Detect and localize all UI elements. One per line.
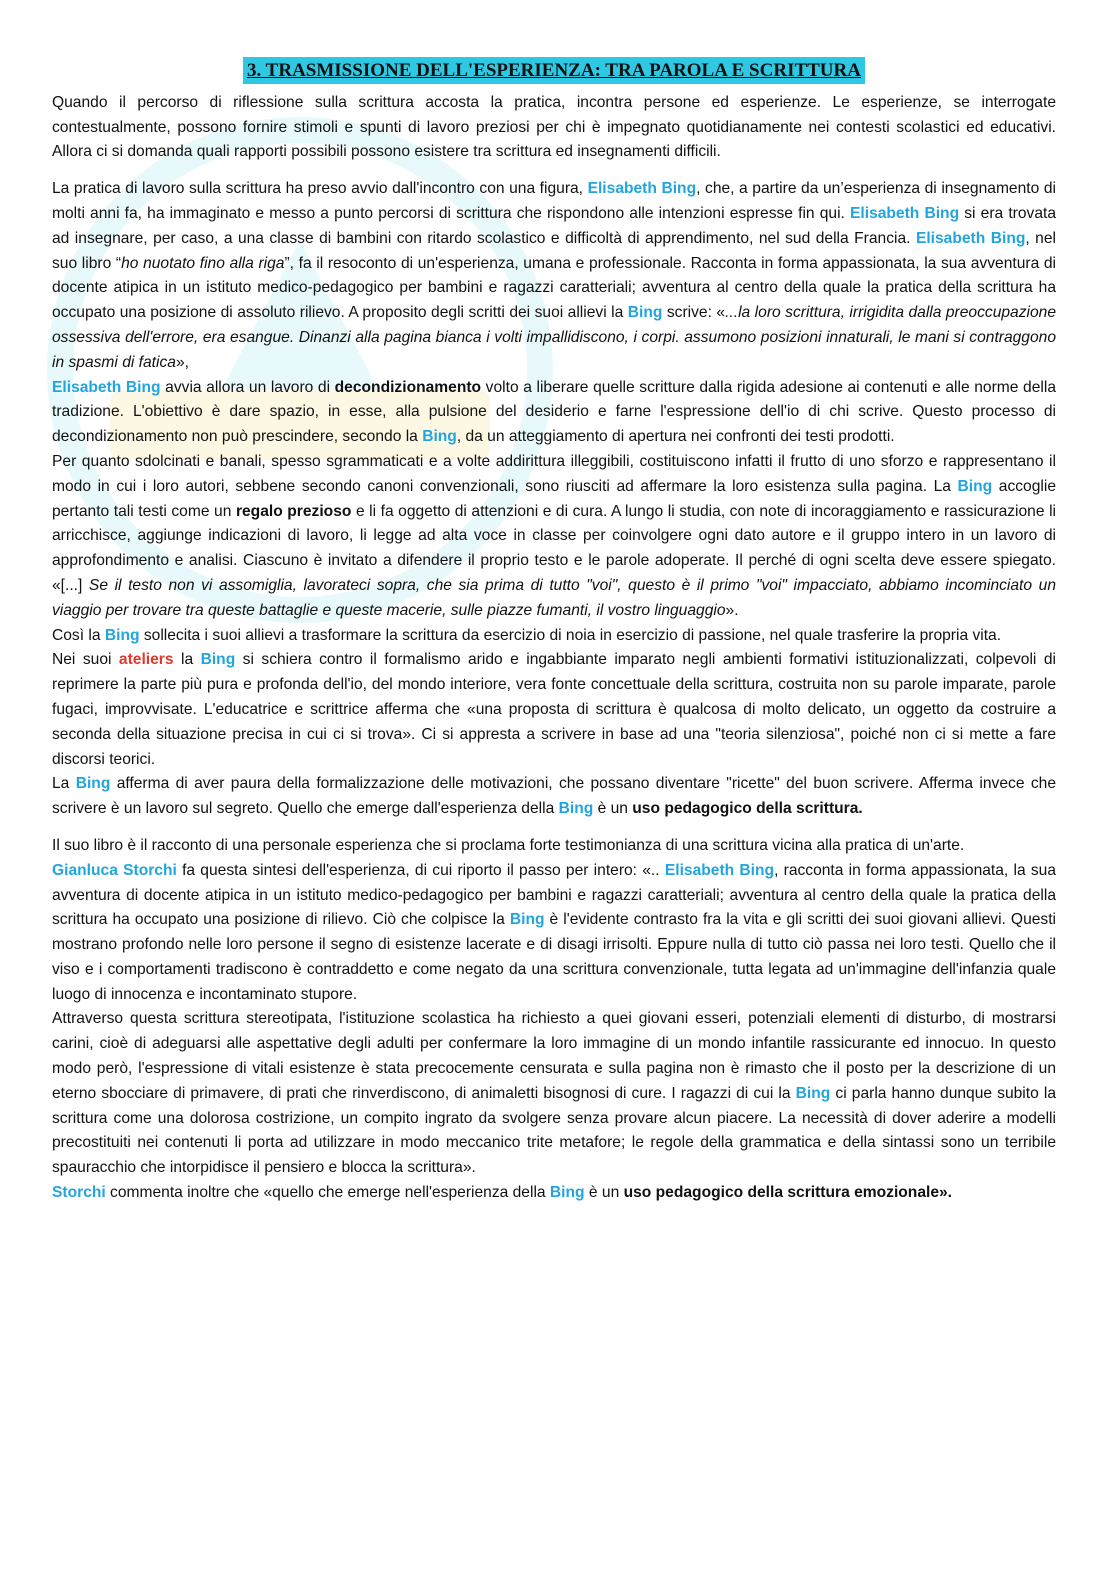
- highlighted-name: Bing: [104, 626, 140, 644]
- paragraph-segreto: La Bing afferma di aver paura della formalizzazione delle motivazioni, che possano diventare "ricette" del buon scrivere. Afferma invece che scrivere è un lavoro sul segreto. Quello che emerge dall'esperienza della Bing è un uso pedagogico della scrittura.: [52, 775, 1056, 818]
- highlighted-name: Elisabeth Bing: [52, 378, 161, 396]
- keyword: decondizionamento: [334, 378, 482, 396]
- paragraph-stereotipata: Attraverso questa scrittura stereotipata, l'istituzione scolastica ha richiesto a quei giovani esseri, potenziali elementi di disturbo, di mostrarsi carini, cioè di adeguarsi alle aspettative degli adulti per confermare la loro immagine di un mondo infantile rassicurante ed innocuo. In questo modo però, l'espressione di vitali esistenze è stata precocemente censurata e sulla pagina non è rimasto che il posto per la descrizione di un eterno sbocciare di primavere, di prati che rinverdiscono, di animaletti bisognosi di cure. I ragazzi di cui la Bing ci parla hanno dunque subito la scrittura come una dolorosa costrizione, un compito ingrato da svolgere senza provare alcun piacere. La necessità di dover aderire a modelli precostituiti nei contenuti li porta ad utilizzare in modo meccanico trite metafore; le regole della grammatica e della sintassi sono un terribile spauracchio che intorpidisce il pensiero e blocca la scrittura».: [52, 1010, 1057, 1177]
- highlighted-name: Bing: [75, 775, 111, 793]
- highlighted-name: Storchi: [52, 1184, 106, 1202]
- highlighted-name: Bing: [549, 1184, 585, 1202]
- highlighted-name: Elisabeth Bing: [850, 204, 960, 222]
- paragraph-bing-intro: La pratica di lavoro sulla scrittura ha preso avvio dall'incontro con una figura, Elisabeth Bing, che, a partire da un’esperienza di insegnamento di molti anni fa, ha immaginato e messo a punto percorsi di scrittura che rispondono alle intenzioni espresse fin qui. Elisabeth Bing si era trovata ad insegnare, per caso, a una classe di bambini con ritardo scolastico e difficoltà di apprendimento, nel sud della Francia. Elisabeth Bing, nel suo libro “ho nuotato fino alla riga”, fa il resoconto di un'esperienza, umana e professionale. Racconta in forma appassionata, la sua avventura di docente atipica in un istituto medico-pedagogico per bambini e ragazzi caratteriali; avventura al centro della quale la pratica della scrittura ha occupato una posizione di assoluto rilievo. A proposito degli scritti dei suoi allievi la Bing scrive: «...la loro scrittura, irrigidita dalla preoccupazione ossessiva dell'errore, era esangue. Dinanzi alla pagina bianca i volti impallidiscono, i corpi. assumono posizioni innaturali, le mani si contraggono in spasmi di fatica»,: [52, 180, 1057, 371]
- paragraph-passione: Così la Bing sollecita i suoi allievi a trasformare la scrittura da esercizio di noia in esercizio di passione, nel quale trasferire la propria vita.: [52, 626, 1002, 644]
- highlighted-term: ateliers: [118, 651, 174, 669]
- quote: ...la loro scrittura, irrigidita dalla preoccupazione ossessiva dell'errore, era esangue. Dinanzi alla pagina bianca i volti impallidiscono, i corpi. assumono posizioni innaturali, le mani si contraggono in spasmi di fatica: [52, 304, 1056, 371]
- page-title: 3. TRASMISSIONE DELL'ESPERIENZA: TRA PAROLA E SCRITTURA: [243, 57, 865, 84]
- highlighted-name: Gianluca Storchi: [52, 861, 177, 879]
- keyword: regalo prezioso: [235, 502, 352, 520]
- paragraph-ateliers: Nei suoi ateliers la Bing si schiera contro il formalismo arido e ingabbiante imparato negli ambienti formativi istituzionalizzati, colpevoli di reprimere la parte più pura e profonda dell'io, del mondo interiore, vera fonte concettuale della scrittura, costruita non su parole imparate, parole fugaci, improvvisate. L'educatrice e scrittrice afferma che «una proposta di scrittura è qualcosa di molto delicato, un oggetto da costruire a seconda della situazione precisa in cui ci si trova». Ci si appresta a scrivere in base ad una "teoria silenziosa", poiché non ci si mette a fare discorsi teorici.: [52, 651, 1056, 768]
- highlighted-name: Elisabeth Bing: [915, 229, 1026, 247]
- highlighted-name: Elisabeth Bing: [664, 861, 775, 879]
- keyword: uso pedagogico della scrittura emozionale».: [623, 1184, 953, 1202]
- paragraph-intro: Quando il percorso di riflessione sulla scrittura accosta la pratica, incontra persone ed esperienze. Le esperienze, se interrogate contestualmente, possono fornire stimoli e spunti di lavoro preziosi per chi è impegnato quotidianamente nei contesti scolastici ed educativi. Allora ci si domanda quali rapporti possibili possono esistere tra scrittura ed insegnamenti difficili.: [52, 93, 1056, 161]
- highlighted-name: Bing: [200, 651, 236, 669]
- highlighted-name: Elisabeth Bing: [587, 180, 697, 198]
- highlighted-name: Bing: [795, 1084, 831, 1102]
- keyword: uso pedagogico della scrittura.: [632, 800, 863, 818]
- paragraph-storchi-sintesi: Gianluca Storchi fa questa sintesi dell'esperienza, di cui riporto il passo per intero: «.. Elisabeth Bing, racconta in forma appassionata, la sua avventura di docente atipica in un istituto medico-pedagogico per bambini e ragazzi caratteriali; avventura al centro della quale la pratica della scrittura ha occupato una posizione di rilievo. Ciò che colpisce la Bing è l'evidente contrasto fra la vita e gli scritti dei suoi giovani allievi. Questi mostrano profondo nelle loro persone il segno di esistenze lacerate e di disagi irrisolti. Eppure nulla di tutto ciò passa nei loro testi. Quello che il viso e i comportamenti tradiscono è contraddetto e come negato da una scrittura convenzionale, tutta legata ad un'immagine dell'infanzia quale luogo di innocenza e incontaminato stupore.: [52, 861, 1057, 1003]
- highlighted-name: Bing: [558, 800, 594, 818]
- paragraph-decondizionamento: Elisabeth Bing avvia allora un lavoro di decondizionamento volto a liberare quelle scritture dalla rigida adesione ai contenuti e alle norme della tradizione. L'obiettivo è dare spazio, in esse, alla pulsione del desiderio e farne l'espressione dell'io di chi scrive. Questo processo di decondizionamento non può prescindere, secondo la Bing, da un atteggiamento di apertura nei confronti dei testi prodotti.: [52, 378, 1056, 446]
- highlighted-name: Bing: [627, 304, 663, 322]
- paragraph-regalo: Per quanto sdolcinati e banali, spesso sgrammaticati e a volte addirittura illeggibili, costituiscono infatti il frutto di uno sforzo e rappresentano il modo in cui i loro autori, sebbene secondo canoni convenzionali, sono riusciti ad affermare la loro esistenza sulla pagina. La Bing accoglie pertanto tali testi come un regalo prezioso e li fa oggetto di attenzioni e di cura. A lungo li studia, con note di incoraggiamento e rassicurazione li arricchisce, aggiunge indicazioni di lavoro, li legge ad alta voce in classe per coinvolgere ogni dato autore e il gruppo intero in un lavoro di approfondimento e analisi. Ciascuno è invitato a difendere il proprio testo e le parole adoperate. Il perché di ogni scelta deve essere spiegato. «[...] Se il testo non vi assomiglia, lavorateci sopra, che sia prima di tutto "voi", questo è il primo "voi" impacciato, abbiamo incominciato un viaggio per trovare tra queste battaglie e queste macerie, sulle piazze fumanti, il vostro linguaggio».: [52, 452, 1057, 619]
- highlighted-name: Bing: [509, 911, 545, 929]
- highlighted-name: Bing: [422, 428, 457, 446]
- quote: Se il testo non vi assomiglia, lavorateci sopra, che sia prima di tutto "voi", questo è il primo "voi" impacciato, abbiamo incominciato un viaggio per trovare tra queste battaglie e queste macerie, sulle piazze fumanti, il vostro linguaggio: [52, 576, 1056, 619]
- paragraph-libro: Il suo libro è il racconto di una personale esperienza che si proclama forte testimonianza di una scrittura vicina alla pratica di un'arte.: [52, 836, 965, 854]
- highlighted-name: Bing: [957, 477, 993, 495]
- paragraph-storchi-commento: Storchi commenta inoltre che «quello che emerge nell'esperienza della Bing è un uso pedagogico della scrittura emozionale».: [52, 1184, 953, 1202]
- document-body: [52, 57, 1056, 1206]
- book-title: ho nuotato fino alla riga: [121, 254, 285, 272]
